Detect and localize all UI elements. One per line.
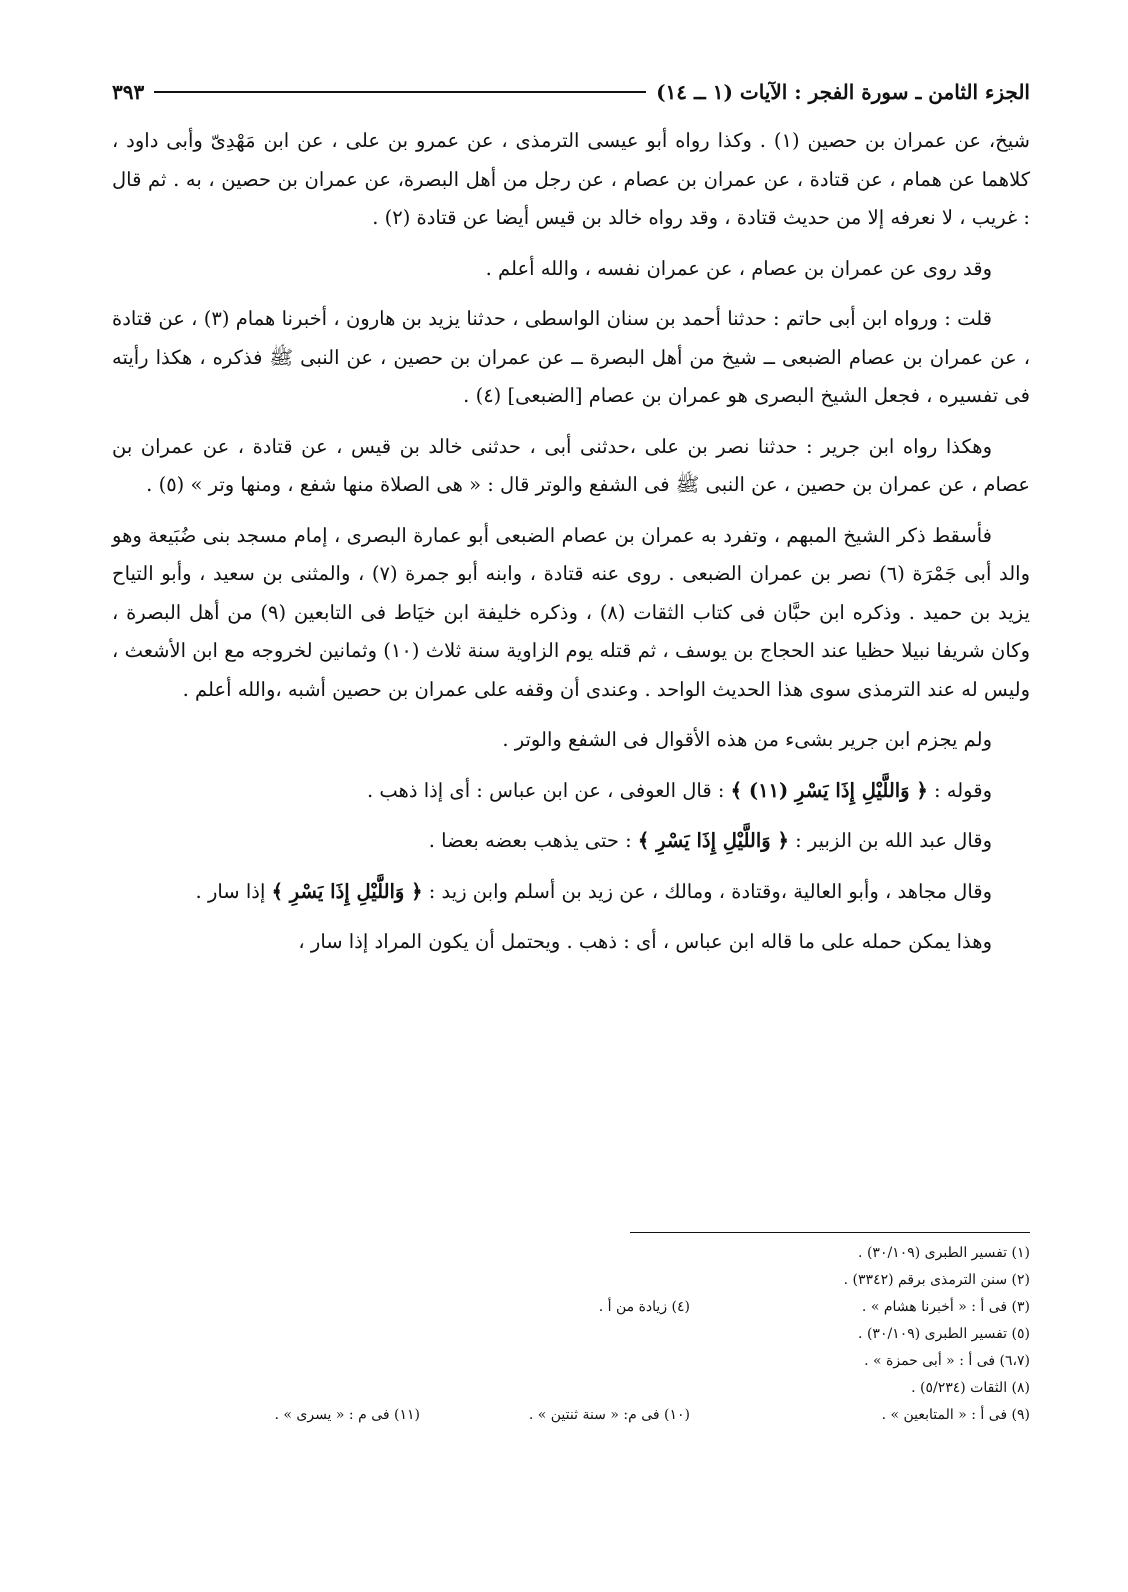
footnote-row [112,1375,1030,1402]
header-rule [154,91,646,93]
paragraph-7 [112,772,1030,811]
footnote-8: (٨) الثقات (٥/٢٣٤) . [911,1380,1030,1396]
footnote-row [112,1267,1030,1294]
footnote-5: (٥) تفسير الطبرى (٣٠/١٠٩) . [858,1326,1030,1342]
p7-rest: : قال العوفى ، عن ابن عباس : أى إذا ذهب . [367,778,731,802]
paragraph-10: وهذا يمكن حمله على ما قاله ابن عباس ، أى : ذهب . ويحتمل أن يكون المراد إذا سار ، [298,930,992,953]
footnote-4: (٤) زيادة من أ . [598,1299,690,1315]
p7-intro: وقوله : [927,778,992,802]
footnote-1: (١) تفسير الطبرى (٣٠/١٠٩) . [858,1245,1030,1261]
footnote-9: (٩) فى أ : « المتابعين » . [881,1407,1030,1423]
footnote-row [112,1240,1030,1267]
paragraph-1: شيخ، عن عمران بن حصين (١) . وكذا رواه أبو عيسى الترمذى ، عن عمرو بن على ، عن ابن مَهْدِىّ وأبى داود ، كلاهما عن همام ، عن قتادة ، عن عمران بن عصام ، عن رجل من أهل البصرة، عن عمران بن حصين ، به . ثم قال : غريب ، لا نعرفه إلا من حديث قتادة ، وقد رواه خالد بن قيس أيضا عن قتادة (٢) . [112,129,1030,229]
paragraph-2: وقد روى عن عمران بن عصام ، عن عمران نفسه ، والله أعلم . [485,256,992,280]
running-header [112,72,1030,112]
main-text [112,122,1030,974]
footnote-separator [630,1232,1030,1233]
footnotes [112,1240,1030,1429]
paragraph-5: فأسقط ذكر الشيخ المبهم ، وتفرد به عمران بن عصام الضبعى أبو عمارة البصرى ، إمام مسجد بنى ضُبَيعة وهو والد أبى جَمْرَة (٦) نصر بن عمران الضبعى . روى عنه قتادة ، وابنه أبو جمرة (٧) ، والمثنى بن سعيد ، وأبو التياح يزيد بن حميد . وذكره ابن حبَّان فى كتاب الثقات (٨) ، وذكره خليفة ابن خيَاط فى التابعين (٩) من أهل البصرة ، وكان شريفا نبيلا حظيا عند الحجاج بن يوسف ، ثم قتله يوم الزاوية سنة ثلاث (١٠) وثمانين لخروجه مع ابن الأشعث ، وليس له عند الترمذى سوى هذا الحديث الواحد . وعندى أن وقفه على عمران بن حصين أشبه ،والله أعلم . [112,523,1031,701]
paragraph-4: وهكذا رواه ابن جرير : حدثنا نصر بن على ،حدثنى أبى ، حدثنى خالد بن قيس ، عن قتادة ، عن عمران بن عصام ، عن عمران بن حصين ، عن النبى ﷺ فى الشفع والوتر قال : « هى الصلاة منها شفع ، ومنها وتر » (٥) . [112,434,1030,496]
quran-verse: ﴿ وَاللَّيْلِ إِذَا يَسْرِ ﴾ [271,879,423,903]
p9-intro: وقال مجاهد ، وأبو العالية ،وقتادة ، ومالك ، عن زيد بن أسلم وابن زيد : [422,879,992,903]
quran-verse: ﴿ وَاللَّيْلِ إِذَا يَسْرِ (١١) ﴾ [730,778,928,802]
footnote-row [112,1321,1030,1348]
paragraph-3: قلت : ورواه ابن أبى حاتم : حدثنا أحمد بن سنان الواسطى ، حدثنا يزيد بن هارون ، أخبرنا همام (٣) ، عن قتادة ، عن عمران بن عصام الضبعى ــ شيخ من أهل البصرة ــ عن عمران بن حصين ، عن النبى ﷺ فذكره ، هكذا رأيته فى تفسيره ، فجعل الشيخ البصرى هو عمران بن عصام [الضبعى] (٤) . [112,307,1030,407]
p8-intro: وقال عبد الله بن الزبير : [788,829,992,852]
p8-rest: : حتى يذهب بعضه بعضا . [428,829,638,852]
footnote-row [112,1402,1030,1429]
footnote-6-7: (٦،٧) فى أ : « أبى حمزة » . [864,1353,1030,1369]
page-number: ٣٩٣ [112,80,145,104]
footnote-2: (٢) سنن الترمذى برقم (٣٣٤٢) . [843,1272,1030,1288]
paragraph-6: ولم يجزم ابن جرير بشىء من هذه الأقوال فى الشفع والوتر . [502,728,992,751]
footnote-row [112,1294,1030,1321]
footnote-11: (١١) فى م : « يسرى » . [274,1407,420,1423]
footnote-3: (٣) فى أ : « أخبرنا هشام » . [861,1299,1030,1315]
paragraph-9 [112,873,1030,912]
footnote-10: (١٠) فى م: « سنة ثنتين » . [528,1407,690,1423]
running-title: الجزء الثامن ـ سورة الفجر : الآيات (١ ــ ١٤) [656,80,1030,104]
paragraph-8 [112,822,1030,861]
p9-rest: إذا سار . [195,879,272,903]
quran-verse: ﴿ وَاللَّيْلِ إِذَا يَسْرِ ﴾ [637,829,789,852]
footnote-row [112,1348,1030,1375]
